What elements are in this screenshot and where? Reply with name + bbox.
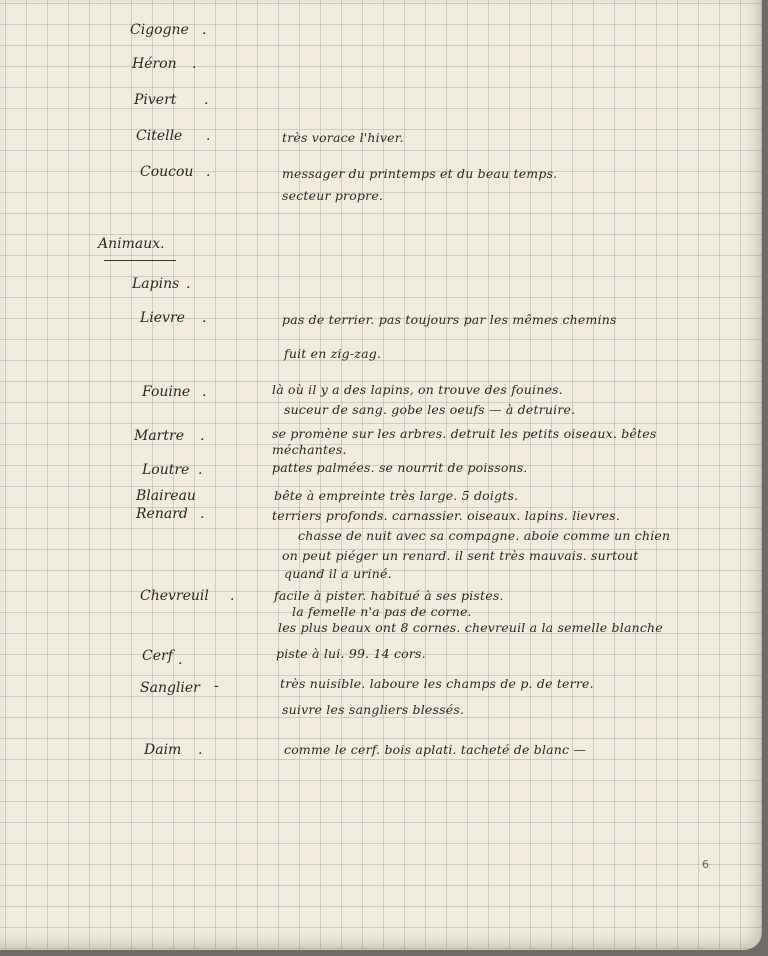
entry-dot: . [178, 652, 183, 668]
entry-text: fuit en zig-zag. [284, 346, 382, 361]
entry-text: piste à lui. 99. 14 cors. [276, 646, 426, 661]
entry-dot: . [202, 384, 207, 400]
entry-text: comme le cerf. bois aplati. tacheté de blanc — [284, 742, 587, 757]
entry-label: Renard [136, 506, 188, 522]
section-underline [104, 260, 176, 261]
entry-text: se promène sur les arbres. detruit les petits oiseaux. bêtes [272, 426, 657, 441]
entry-label: Loutre [142, 462, 190, 478]
section-title: Animaux. [98, 236, 165, 252]
entry-dot: . [200, 506, 205, 522]
entry-label: Lapins [132, 276, 180, 292]
entry-label: Fouine [142, 384, 191, 400]
entry-dot: . [192, 56, 197, 72]
entry-label: Blaireau [136, 488, 196, 504]
entry-dot: . [198, 742, 203, 758]
entry-dot: . [206, 164, 211, 180]
entry-label: Citelle [136, 128, 183, 144]
entry-text: suivre les sangliers blessés. [282, 702, 465, 717]
entry-label: Héron [132, 56, 177, 72]
entry-text: les plus beaux ont 8 cornes. chevreuil a la semelle blanche [278, 620, 663, 635]
entry-dot: . [204, 92, 209, 108]
entry-dot: . [202, 310, 207, 326]
entry-dot: . [198, 462, 203, 478]
entry-text: bête à empreinte très large. 5 doigts. [274, 488, 519, 503]
entry-text: très nuisible. laboure les champs de p. de terre. [280, 676, 594, 691]
entry-text: chasse de nuit avec sa compagne. aboie comme un chien [298, 528, 671, 543]
entry-text: terriers profonds. carnassier. oiseaux. lapins. lievres. [272, 508, 621, 523]
entry-dot: . [202, 22, 207, 38]
entry-label: Sanglier [140, 680, 200, 696]
entry-text: suceur de sang. gobe les oeufs — à detruire. [284, 402, 576, 417]
entry-dot: . [200, 428, 205, 444]
entry-label: Coucou [140, 164, 194, 180]
entry-dot: . [206, 128, 211, 144]
entry-label: Daim [144, 742, 182, 758]
entry-label: Cigogne [130, 22, 189, 38]
entry-text: méchantes. [272, 442, 347, 457]
entry-text: secteur propre. [282, 188, 384, 203]
entry-text: messager du printemps et du beau temps. [282, 166, 558, 181]
entry-label: Lievre [140, 310, 185, 326]
entry-text: quand il a uriné. [284, 566, 392, 581]
entry-dot: - [214, 678, 219, 694]
entry-label: Pivert [134, 92, 177, 108]
entry-text: là où il y a des lapins, on trouve des fouines. [272, 382, 563, 397]
entry-label: Cerf [142, 648, 173, 664]
entry-label: Chevreuil [140, 588, 209, 604]
page-mark: 6 [702, 858, 709, 871]
entry-text: très vorace l'hiver. [282, 130, 404, 145]
entry-text: pattes palmées. se nourrit de poissons. [272, 460, 528, 475]
entry-text: pas de terrier. pas toujours par les mêmes chemins [282, 312, 617, 327]
entry-text: facile à pister. habitué à ses pistes. [274, 588, 504, 603]
entry-dot: . [186, 276, 191, 292]
entry-dot: . [230, 588, 235, 604]
entry-text: on peut piéger un renard. il sent très mauvais. surtout [282, 548, 639, 563]
entry-label: Martre [134, 428, 184, 444]
entry-text: la femelle n'a pas de corne. [292, 604, 472, 619]
